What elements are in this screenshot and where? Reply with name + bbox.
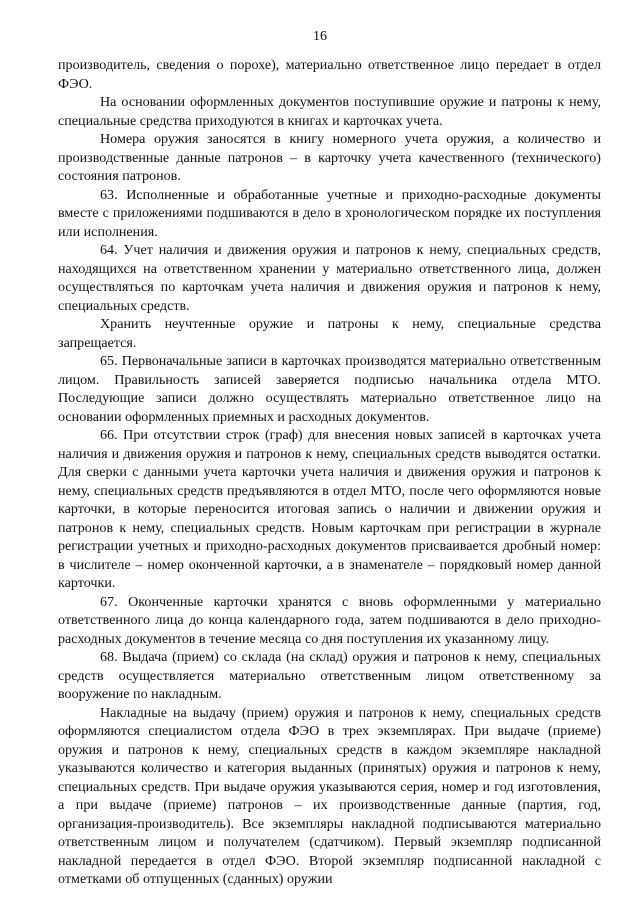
paragraph-receipt-documents: На основании оформленных документов поступившие оружие и патроны к нему, специальные средства приходуются в книгах и карточках учета. (58, 94, 601, 129)
paragraph-continuation: производитель, сведения о порохе), материально ответственное лицо передает в отдел ФЭО. (58, 57, 601, 92)
paragraph-63: 63. Исполненные и обработанные учетные и приходно-расходные документы вместе с приложениями подшиваются в дело в хронологическом порядке их поступления или исполнения. (58, 186, 601, 240)
paragraph-unaccounted-prohibited: Хранить неучтенные оружие и патроны к нему, специальные средства запрещается. (58, 316, 601, 351)
paragraph-67: 67. Оконченные карточки хранятся с вновь оформленными у материально ответственного лица до конца календарного года, затем подшиваются в дело приходно-расходных документов в течение месяца со дня поступления их указанному лицу. (58, 593, 601, 647)
document-body (58, 56, 601, 889)
paragraph-weapon-numbers: Номера оружия заносятся в книгу номерного учета оружия, а количество и производственные данные патронов – в карточку учета качественного (технического) состояния патронов. (58, 131, 601, 184)
paragraph-invoices: Накладные на выдачу (прием) оружия и патронов к нему, специальных средств оформляются специалистом отдела ФЭО в трех экземплярах. При выдаче (приеме) оружия и патронов к нему, специальных средств в каждом экземпляре накладной указываются количество и категория выданных (принятых) оружия и патронов к нему, специальных средств. При выдаче оружия указываются серия, номер и год изготовления, а при выдаче (приеме) патронов – их производственные данные (партия, год, организация-производитель). Все экземпляры накладной подписываются материально ответственным лицом и получателем (сдатчиком). Первый экземпляр подписанной накладной передается в отдел ФЭО. Второй экземпляр подписанной накладной с отметками об отпущенных (сданных) оружии (58, 704, 601, 887)
paragraph-68: 68. Выдача (прием) со склада (на склад) оружия и патронов к нему, специальных средств осуществляется материально ответственным лицом ответственному за вооружение по накладным. (58, 649, 601, 702)
paragraph-66: 66. При отсутствии строк (граф) для внесения новых записей в карточках учета наличия и движения оружия и патронов к нему, специальных средств выводятся остатки. Для сверки с данными учета карточки учета наличия и движения оружия и патронов к нему, специальных средств предъявляются в отдел МТО, после чего оформляются новые карточки, в которые переносится итоговая запись о наличии и движении оружия и патронов к нему, специальных средств. Новым карточкам при регистрации в журнале регистрации учетных и приходно-расходных документов присваивается дробный номер: в числителе – номер оконченной карточки, а в знаменателе – порядковый номер данной карточки. (58, 427, 601, 591)
paragraph-65: 65. Первоначальные записи в карточках производятся материально ответственным лицом. Правильность записей заверяется подписью начальника отдела МТО. Последующие записи должно осуществлять материально ответственное лицо на основании оформленных приемных и расходных документов. (58, 353, 601, 425)
page-number: 16 (313, 29, 327, 44)
paragraph-64: 64. Учет наличия и движения оружия и патронов к нему, специальных средств, находящихся на ответственном хранении у материально ответственного лица, должен осуществляться по карточкам учета наличия и движения оружия и патронов к нему, специальных средств. (58, 242, 601, 314)
